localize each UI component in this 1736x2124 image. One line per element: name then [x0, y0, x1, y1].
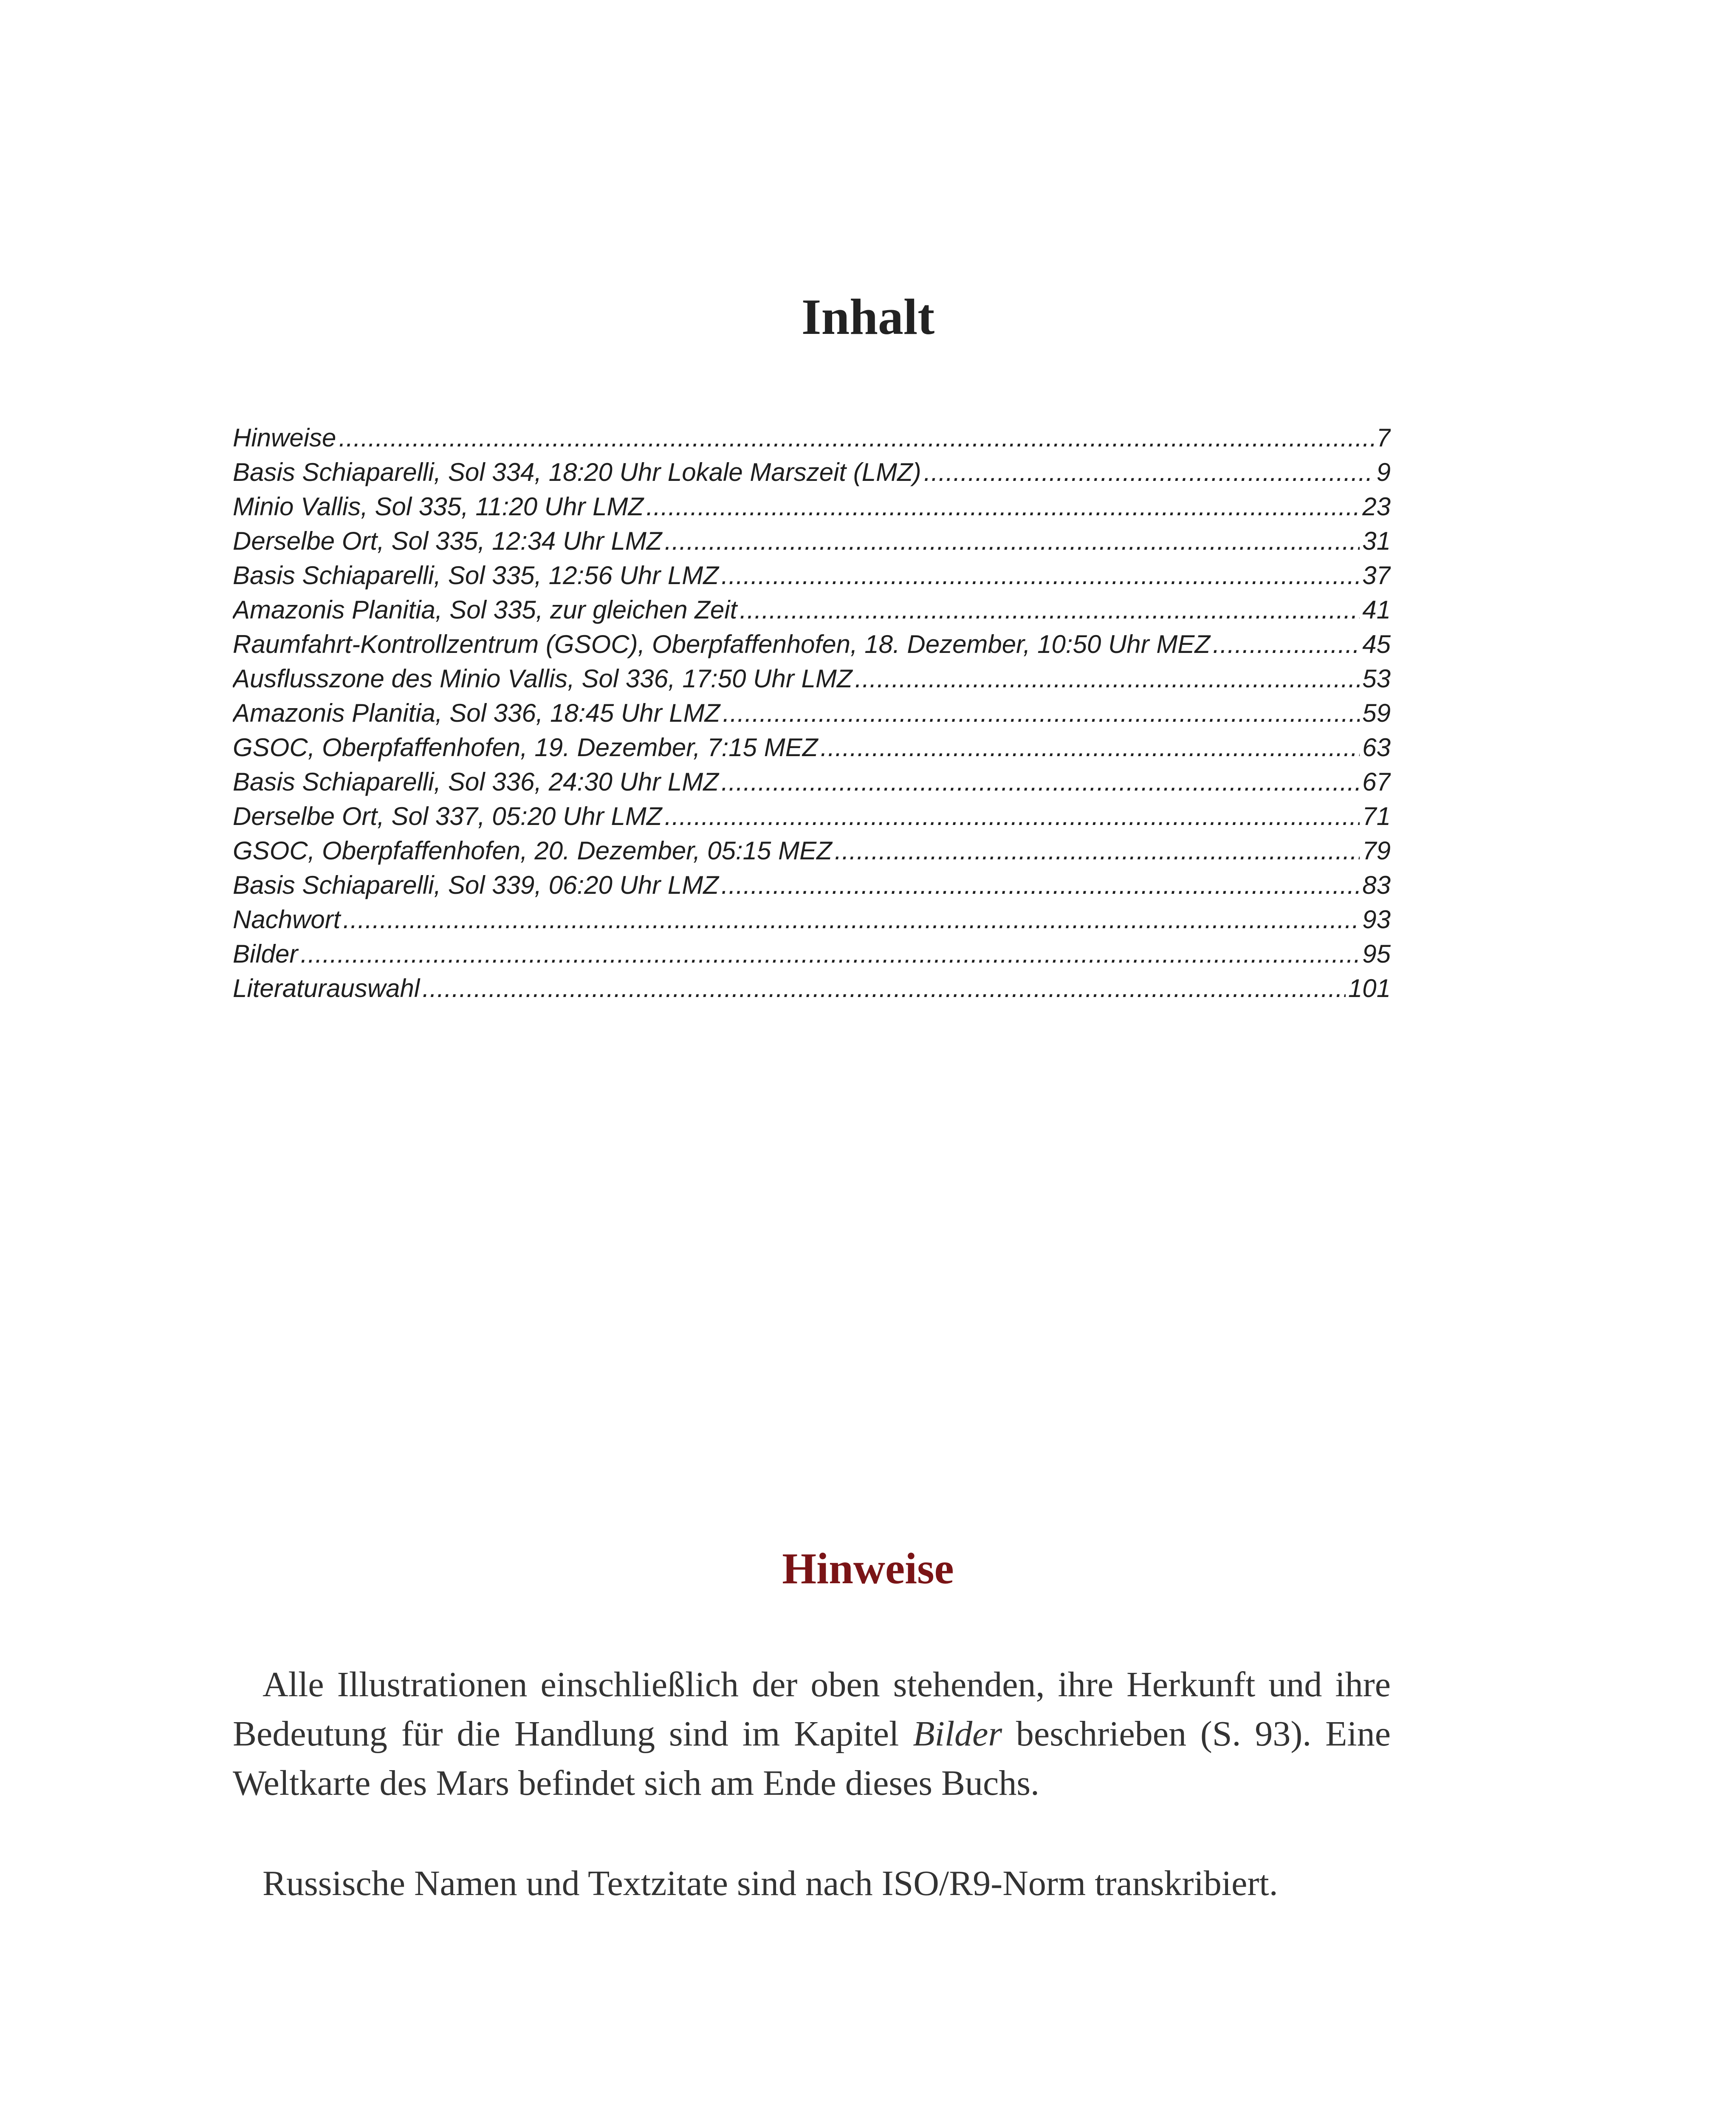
toc-dot-leader — [422, 971, 1346, 1006]
toc-entry[interactable] — [233, 489, 1391, 524]
toc-entry[interactable] — [233, 902, 1391, 937]
toc-entry-title: Minio Vallis, Sol 335, 11:20 Uhr LMZ — [233, 492, 644, 521]
toc-dot-leader — [300, 937, 1360, 971]
toc-dot-leader — [664, 524, 1360, 558]
toc-entry-page: 101 — [1348, 974, 1391, 1003]
toc-entry[interactable] — [233, 937, 1391, 971]
toc-entry-page: 7 — [1376, 424, 1391, 452]
toc-dot-leader — [721, 868, 1360, 902]
toc-entry-title: Basis Schiaparelli, Sol 339, 06:20 Uhr LMZ — [233, 871, 719, 899]
toc-entry-title: Bilder — [233, 940, 298, 968]
toc-entry[interactable] — [233, 971, 1391, 1006]
toc-dot-leader — [721, 558, 1360, 593]
toc-entry[interactable] — [233, 730, 1391, 765]
table-of-contents — [233, 421, 1391, 1006]
toc-entry[interactable] — [233, 661, 1391, 696]
toc-heading: Inhalt — [801, 288, 935, 345]
toc-entry-title: Nachwort — [233, 905, 341, 934]
toc-entry[interactable] — [233, 868, 1391, 902]
toc-entry-page: 9 — [1376, 458, 1391, 486]
toc-entry-title: GSOC, Oberpfaffenhofen, 19. Dezember, 7:15 MEZ — [233, 733, 818, 762]
toc-entry-title: Basis Schiaparelli, Sol 336, 24:30 Uhr LMZ — [233, 768, 719, 796]
section-heading-hinweise: Hinweise — [782, 1544, 954, 1593]
toc-entry[interactable] — [233, 765, 1391, 799]
toc-dot-leader — [855, 661, 1360, 696]
toc-entry-title: Ausflusszone des Minio Vallis, Sol 336, 17:50 Uhr LMZ — [233, 664, 852, 693]
toc-entry-title: Raumfahrt-Kontrollzentrum (GSOC), Oberpfaffenhofen, 18. Dezember, 10:50 Uhr MEZ — [233, 630, 1210, 658]
toc-dot-leader — [343, 902, 1360, 937]
toc-dot-leader — [820, 730, 1360, 765]
toc-entry-page: 93 — [1362, 905, 1391, 934]
toc-dot-leader — [646, 489, 1360, 524]
toc-entry[interactable] — [233, 696, 1391, 730]
hinweise-paragraph-1 — [233, 1660, 1391, 1808]
toc-entry-title: Amazonis Planitia, Sol 336, 18:45 Uhr LMZ — [233, 699, 720, 727]
toc-entry-title: Amazonis Planitia, Sol 335, zur gleichen Zeit — [233, 596, 737, 624]
toc-entry[interactable] — [233, 593, 1391, 627]
toc-entry-page: 41 — [1362, 596, 1391, 624]
toc-dot-leader — [924, 455, 1374, 489]
chapter-reference: Bilder — [913, 1714, 1002, 1754]
toc-entry-page: 53 — [1362, 664, 1391, 693]
toc-entry-title: Derselbe Ort, Sol 337, 05:20 Uhr LMZ — [233, 802, 662, 830]
toc-entry[interactable] — [233, 421, 1391, 455]
toc-entry-page: 45 — [1362, 630, 1391, 658]
paragraph-text: Alle Illustrationen einschließlich der oben stehenden, ihre Herkunft und ihre Bedeutung für die Handlung sind im Kapitel — [233, 1665, 1391, 1754]
toc-entry-page: 71 — [1362, 802, 1391, 830]
toc-entry[interactable] — [233, 833, 1391, 868]
toc-entry[interactable] — [233, 524, 1391, 558]
toc-entry-title: Derselbe Ort, Sol 335, 12:34 Uhr LMZ — [233, 527, 662, 555]
toc-dot-leader — [740, 593, 1360, 627]
paragraph-text: beschrieben (S. 93). Eine Weltkarte des Mars befindet sich am Ende dieses Buchs. — [233, 1714, 1391, 1803]
toc-entry-page: 63 — [1362, 733, 1391, 762]
toc-entry-page: 95 — [1362, 940, 1391, 968]
toc-entry-title: Basis Schiaparelli, Sol 334, 18:20 Uhr Lokale Marszeit (LMZ) — [233, 458, 921, 486]
toc-entry-title: Literaturauswahl — [233, 974, 420, 1003]
toc-entry-page: 83 — [1362, 871, 1391, 899]
toc-entry[interactable] — [233, 627, 1391, 661]
toc-dot-leader — [721, 765, 1360, 799]
toc-entry[interactable] — [233, 455, 1391, 489]
toc-dot-leader — [664, 799, 1360, 833]
toc-dot-leader — [723, 696, 1360, 730]
toc-dot-leader — [835, 833, 1360, 868]
toc-entry-title: Hinweise — [233, 424, 336, 452]
toc-entry-page: 79 — [1362, 836, 1391, 865]
toc-dot-leader — [1213, 627, 1360, 661]
toc-entry[interactable] — [233, 799, 1391, 833]
toc-entry-title: Basis Schiaparelli, Sol 335, 12:56 Uhr LMZ — [233, 561, 719, 590]
toc-entry-page: 59 — [1362, 699, 1391, 727]
hinweise-paragraph-2: Russische Namen und Textzitate sind nach ISO/R9-Norm transkribiert. — [263, 1864, 1278, 1903]
toc-entry[interactable] — [233, 558, 1391, 593]
toc-dot-leader — [339, 421, 1374, 455]
toc-entry-page: 23 — [1362, 492, 1391, 521]
toc-entry-title: GSOC, Oberpfaffenhofen, 20. Dezember, 05:15 MEZ — [233, 836, 832, 865]
toc-entry-page: 31 — [1362, 527, 1391, 555]
toc-entry-page: 37 — [1362, 561, 1391, 590]
toc-entry-page: 67 — [1362, 768, 1391, 796]
